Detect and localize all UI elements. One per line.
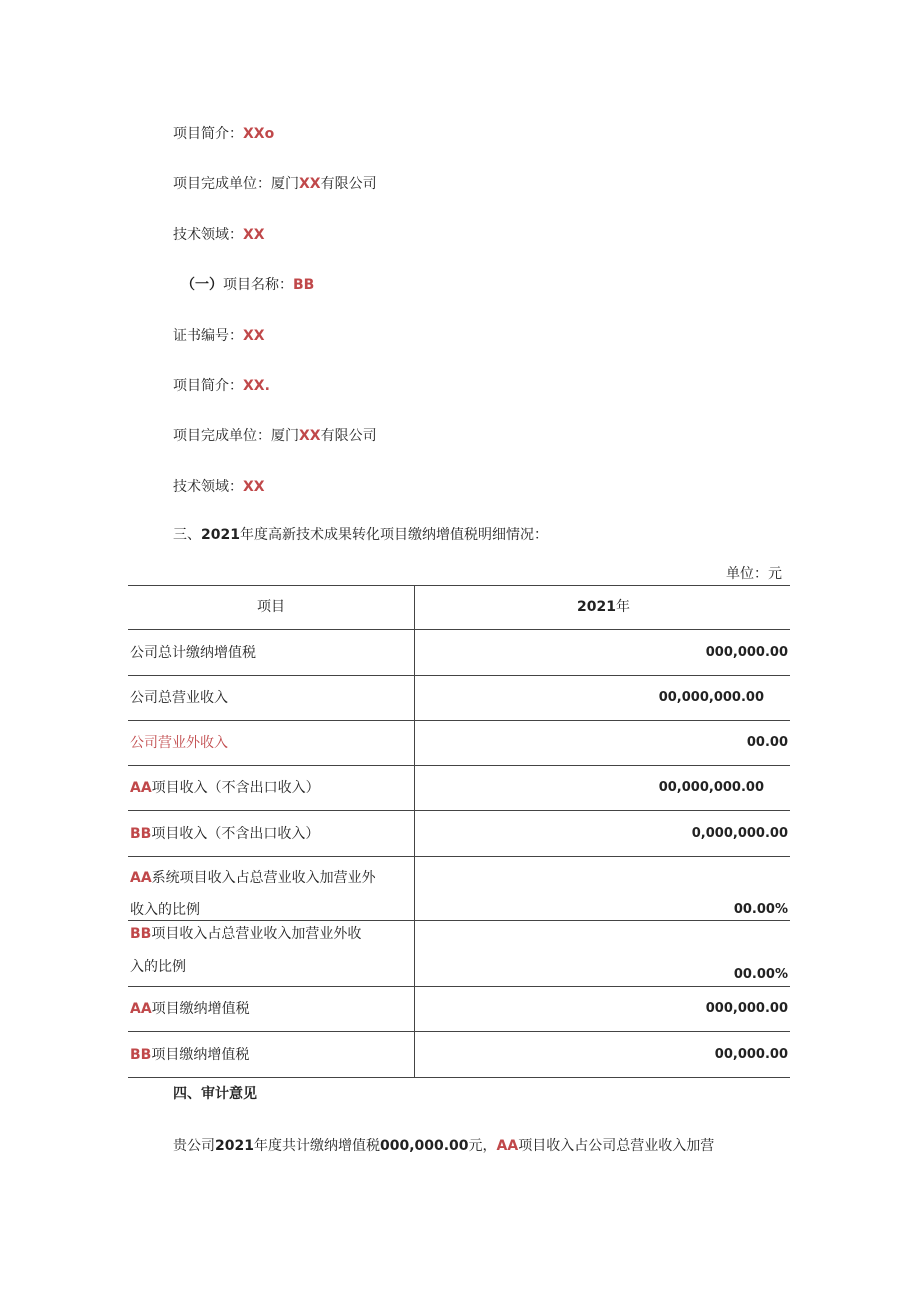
item-suffix: 有限公司 — [320, 176, 377, 192]
table-row-label: 公司总营业收入 — [130, 690, 228, 706]
item-value: XX — [243, 479, 265, 495]
item-value: BB — [293, 277, 315, 293]
column-divider — [414, 585, 415, 1077]
conclusion-amount: 000,000.00 — [379, 1138, 469, 1154]
row-label-text: 系统项目收入占总营业收入加营业外 — [151, 870, 376, 886]
row-divider — [128, 765, 790, 766]
item-unit-2 — [173, 426, 377, 446]
table-bottom-rule — [128, 1077, 790, 1078]
table-row-value: 00.00% — [733, 967, 788, 982]
section-title: 年度高新技术成果转化项目缴纳增值税明细情况： — [239, 527, 548, 543]
table-top-rule — [128, 585, 790, 586]
conclusion-part1: 贵公司 — [173, 1138, 215, 1154]
table-row-value: 00,000,000.00 — [658, 690, 764, 705]
table-row-label-line2: 收入的比例 — [130, 902, 200, 918]
table-row-label: 公司营业外收入 — [130, 735, 228, 751]
item-unit-1 — [173, 174, 377, 194]
row-divider — [128, 920, 790, 921]
item-label: 项目简介： — [173, 378, 243, 394]
unit-label: 单位：元 — [726, 566, 782, 582]
row-divider — [128, 1031, 790, 1032]
table-row-value: 000,000.00 — [705, 645, 788, 660]
item-cert-no — [173, 326, 265, 346]
item-label: 项目完成单位：厦门 — [173, 428, 299, 444]
row-divider — [128, 629, 790, 630]
table-row-value: 000,000.00 — [705, 1001, 788, 1016]
row-label-text: 项目收入（不含出口收入） — [151, 826, 320, 842]
header-year-number: 2021 — [577, 599, 616, 615]
item-label: 证书编号： — [173, 328, 243, 344]
table-row-label — [130, 778, 320, 798]
table-row-value: 00.00% — [733, 902, 788, 917]
table-row-value: 00.00 — [746, 735, 788, 750]
row-tag: BB — [130, 1047, 152, 1063]
item-value: XXo — [243, 126, 275, 142]
row-divider — [128, 810, 790, 811]
row-label-text: 项目缴纳增值税 — [151, 1001, 250, 1017]
item-label: 技术领域： — [173, 227, 243, 243]
table-row-value: 00,000.00 — [714, 1047, 788, 1062]
item-field-2 — [173, 477, 265, 497]
row-label-text: 项目收入占总营业收入加营业外收 — [151, 926, 362, 942]
item-intro-2 — [173, 376, 270, 396]
item-value: XX — [243, 328, 265, 344]
table-row-label: 公司总计缴纳增值税 — [130, 645, 256, 661]
section-prefix: 三、 — [173, 527, 201, 543]
row-tag: AA — [130, 780, 152, 796]
header-year-suffix: 年 — [615, 599, 630, 615]
section-year: 2021 — [201, 527, 240, 543]
item-intro-1 — [173, 124, 274, 144]
row-tag: BB — [130, 926, 152, 942]
table-row-label — [130, 999, 250, 1019]
item-prefix: （一） — [181, 277, 223, 293]
conclusion-part4: 项目收入占公司总营业收入加营 — [518, 1138, 715, 1154]
row-tag: AA — [130, 1001, 152, 1017]
row-divider — [128, 720, 790, 721]
row-tag: BB — [130, 826, 152, 842]
item-value: XX. — [243, 378, 270, 394]
row-divider — [128, 986, 790, 987]
conclusion-year: 2021 — [215, 1138, 254, 1154]
table-header-year — [577, 597, 630, 617]
table-row-label — [130, 1045, 249, 1065]
item-value: XX — [299, 176, 321, 192]
item-value: XX — [243, 227, 265, 243]
conclusion-part3: 元， — [468, 1138, 497, 1154]
row-label-text: 项目缴纳增值税 — [151, 1047, 250, 1063]
table-row-label — [130, 924, 361, 944]
conclusion-tag: AA — [496, 1138, 519, 1154]
table-row-label — [130, 824, 319, 844]
row-tag: AA — [130, 870, 152, 886]
item-project-name — [181, 275, 314, 295]
table-row-label — [130, 868, 376, 888]
table-header-item: 项目 — [257, 599, 285, 615]
conclusion-paragraph — [173, 1136, 714, 1156]
row-divider — [128, 856, 790, 857]
table-row-label-line2: 入的比例 — [130, 959, 186, 975]
section-3-heading — [173, 525, 548, 545]
table-row-value: 0,000,000.00 — [691, 826, 788, 841]
item-field-1 — [173, 225, 265, 245]
item-label: 项目名称： — [223, 277, 293, 293]
row-divider — [128, 675, 790, 676]
item-suffix: 有限公司 — [320, 428, 377, 444]
item-label: 项目完成单位：厦门 — [173, 176, 299, 192]
item-label: 项目简介： — [173, 126, 243, 142]
table-row-value: 00,000,000.00 — [658, 780, 764, 795]
item-label: 技术领域： — [173, 479, 243, 495]
section-4-heading: 四、审计意见 — [173, 1086, 257, 1102]
row-label-text: 项目收入（不含出口收入） — [151, 780, 320, 796]
item-value: XX — [299, 428, 321, 444]
conclusion-part2: 年度共计缴纳增值税 — [253, 1138, 380, 1154]
